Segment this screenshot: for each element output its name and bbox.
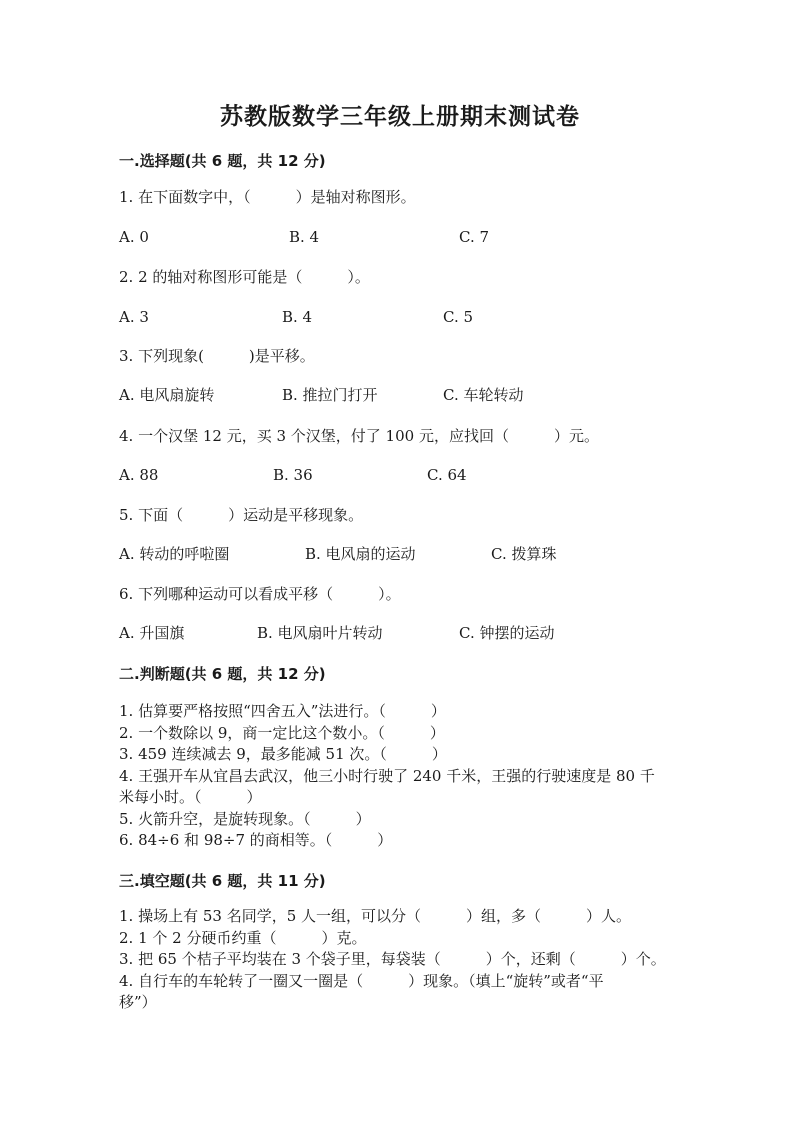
- option-c: C. 7: [459, 228, 490, 246]
- option-b: B. 4: [289, 228, 320, 246]
- list-item: 1. 操场上有 53 名同学，5 人一组，可以分（ ）组，多（ ）人。: [119, 907, 632, 925]
- option-a: A. 转动的呼啦圈: [119, 545, 230, 563]
- option-a: A. 88: [119, 466, 159, 484]
- section-heading-choice: 一.选择题(共 6 题，共 12 分): [119, 152, 326, 170]
- judge-questions: [119, 701, 685, 852]
- question-text: 3. 下列现象( )是平移。: [119, 347, 315, 365]
- fill-questions: [119, 906, 685, 1014]
- option-a: A. 电风扇旋转: [119, 386, 215, 404]
- option-b: B. 电风扇叶片转动: [257, 624, 383, 642]
- question-text: 2. 2 的轴对称图形可能是（ ）。: [119, 268, 370, 286]
- option-b: B. 电风扇的运动: [305, 545, 416, 563]
- list-item: 移”）: [119, 993, 157, 1011]
- list-item: 3. 459 连续减去 9，最多能减 51 次。（ ）: [119, 745, 447, 763]
- list-item: 6. 84÷6 和 98÷7 的商相等。（ ）: [119, 831, 393, 849]
- option-c: C. 钟摆的运动: [459, 624, 555, 642]
- option-a: A. 0: [119, 228, 149, 246]
- section-heading-judge: 二.判断题(共 6 题，共 12 分): [119, 665, 326, 683]
- question-text: 4. 一个汉堡 12 元，买 3 个汉堡，付了 100 元，应找回（ ）元。: [119, 427, 599, 445]
- question-text: 6. 下列哪种运动可以看成平移（ ）。: [119, 585, 401, 603]
- list-item: 3. 把 65 个桔子平均装在 3 个袋子里，每袋装（ ）个，还剩（ ）个。: [119, 950, 666, 968]
- list-item: 1. 估算要严格按照“四舍五入”法进行。（ ）: [119, 702, 446, 720]
- option-c: C. 5: [443, 308, 474, 326]
- option-b: B. 4: [282, 308, 313, 326]
- list-item: 4. 自行车的车轮转了一圈又一圈是（ ）现象。（填上“旋转”或者“平: [119, 971, 604, 990]
- list-item: 2. 1 个 2 分硬币约重（ ）克。: [119, 928, 367, 947]
- option-c: C. 车轮转动: [443, 386, 524, 404]
- question-text: 1. 在下面数字中，（ ）是轴对称图形。: [119, 188, 416, 206]
- section-heading-fill: 三.填空题(共 6 题，共 11 分): [119, 872, 326, 890]
- list-item: 米每小时。（ ）: [119, 788, 262, 806]
- option-c: C. 64: [427, 466, 467, 484]
- question-text: 5. 下面（ ）运动是平移现象。: [119, 506, 364, 524]
- page-title: 苏教版数学三年级上册期末测试卷: [220, 103, 580, 130]
- list-item: 2. 一个数除以 9，商一定比这个数小。（ ）: [119, 723, 445, 742]
- option-a: A. 3: [119, 308, 149, 326]
- list-item: 4. 王强开车从宜昌去武汉，他三小时行驶了 240 千米，王强的行驶速度是 80 千: [119, 766, 655, 785]
- option-c: C. 拨算珠: [491, 545, 557, 563]
- option-b: B. 36: [273, 466, 313, 484]
- option-b: B. 推拉门打开: [282, 386, 378, 404]
- option-a: A. 升国旗: [119, 624, 185, 642]
- list-item: 5. 火箭升空，是旋转现象。（ ）: [119, 809, 371, 828]
